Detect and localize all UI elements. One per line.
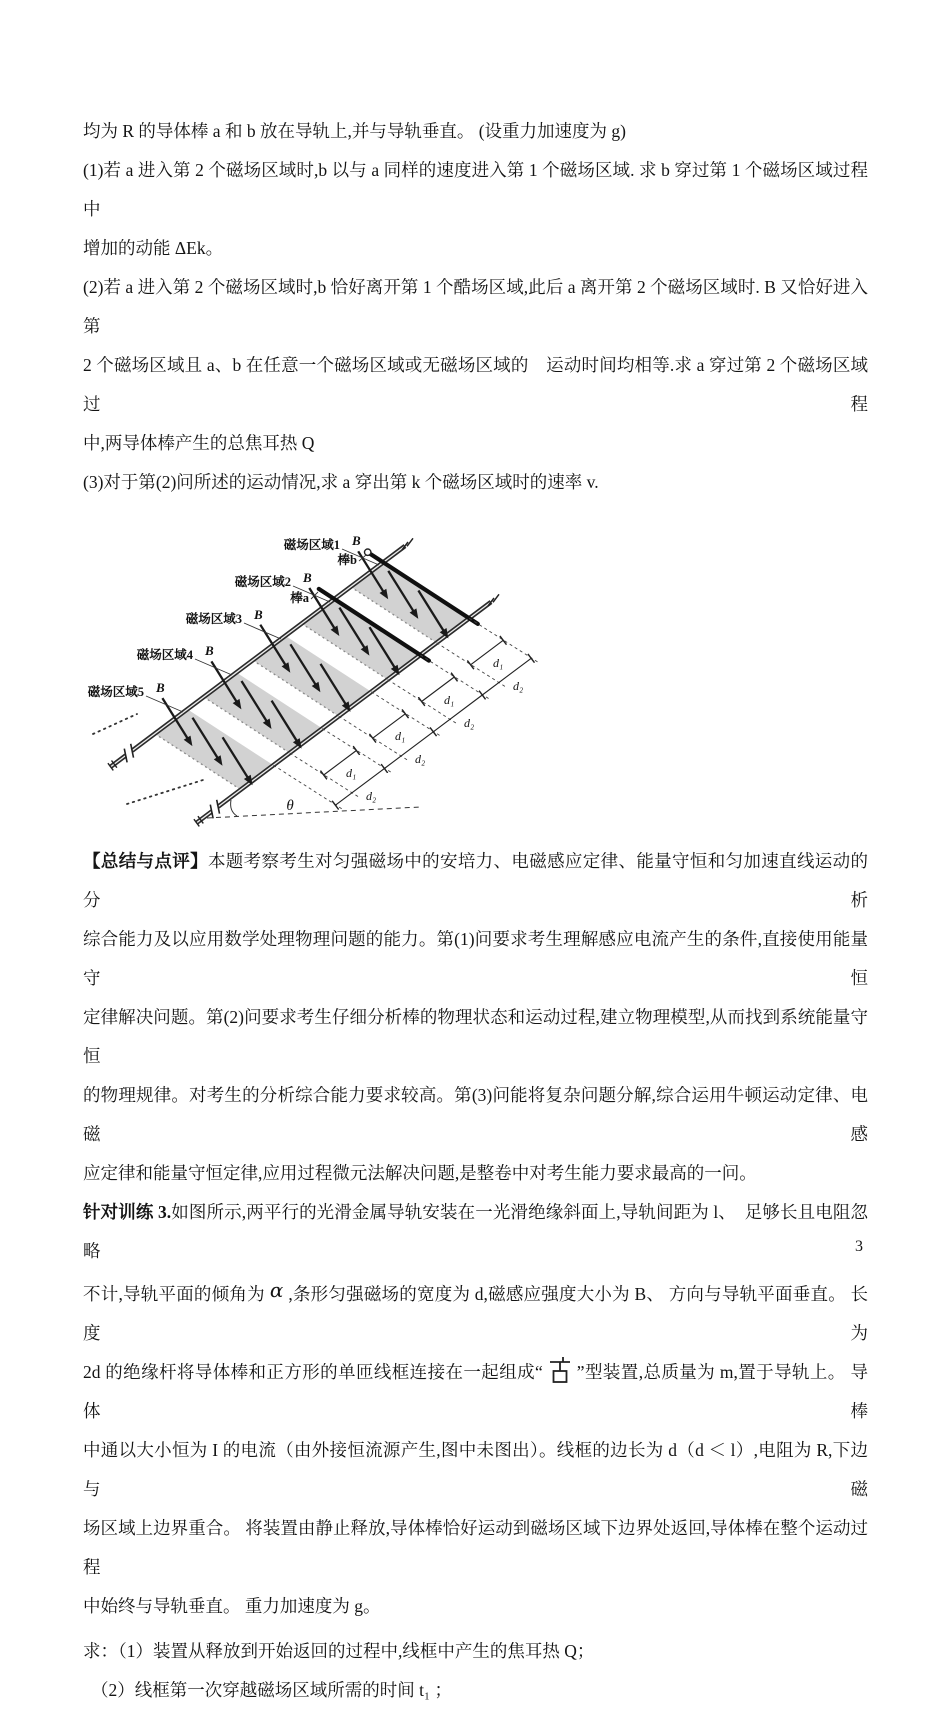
training-line <box>83 1353 868 1431</box>
page-number: 3 <box>855 1238 863 1255</box>
field-b-label: B <box>352 533 361 548</box>
summary-line: 综合能力及以应用数学处理物理问题的能力。第(1)问要求考生理解感应电流产生的条件,直接使用能量守恒 <box>83 929 868 988</box>
question-2-line: （2）线框第一次穿越磁场区域所需的时间 t₁ ； <box>91 1680 452 1700</box>
training-line: 中始终与导轨垂直。 重力加速度为 g。 <box>83 1596 381 1616</box>
page-content <box>83 112 868 1710</box>
summary-line: 定律解决问题。第(2)问要求考生仔细分析棒的物理状态和运动过程,建立物理模型,从而找到系统能量守恒 <box>83 1007 868 1066</box>
training-heading: 针对训练 3. <box>83 1202 172 1222</box>
d1-label: d₁ <box>444 693 455 707</box>
training-text: 如图所示,两平行的光滑金属导轨安装在一光滑绝缘斜面上,导轨间距为 l、 足够长且电阻忽略 <box>83 1202 869 1261</box>
summary-heading: 【总结与点评】 <box>83 851 208 871</box>
d1-label: d₁ <box>493 656 504 670</box>
incline-angle <box>207 798 420 818</box>
text-line: 中,两导体棒产生的总焦耳热 Q <box>83 433 315 453</box>
problem-figure <box>71 516 868 834</box>
field-b-label: B <box>303 570 312 585</box>
d2-label: d₂ <box>415 752 426 766</box>
d1-label: d₁ <box>395 729 406 743</box>
training-line <box>83 1271 868 1353</box>
training-text: ,条形匀强磁场的宽度为 d,磁感应强度大小为 B、 方向与导轨平面垂直。 长度为 <box>83 1284 869 1343</box>
question-1-line: 求：（1）装置从释放到开始返回的过程中,线框中产生的焦耳热 Q； <box>83 1641 595 1661</box>
alpha-symbol: α <box>269 1278 284 1302</box>
region-2-label: 磁场区域2 <box>234 575 291 589</box>
rod-b-end-ring <box>365 549 371 555</box>
theta-label: θ <box>286 798 294 814</box>
field-b-label: B <box>254 607 263 622</box>
d2-dimension-lines <box>335 658 531 805</box>
field-b-label: B <box>205 643 214 658</box>
d2-label: d₂ <box>366 789 377 803</box>
region-4-label: 磁场区域4 <box>136 648 193 662</box>
region-5-label: 磁场区域5 <box>87 685 144 699</box>
text-line: (2)若 a 进入第 2 个磁场区域时,b 恰好离开第 1 个酷场区域,此后 a 离开第 2 个磁场区域时. B 又恰好进入第 <box>83 277 868 336</box>
inclined-rails-diagram <box>71 516 547 834</box>
rod-b-label: 棒b <box>337 553 357 567</box>
region-1-label: 磁场区域1 <box>283 538 340 552</box>
field-b-label: B <box>156 680 165 695</box>
text-line: (3)对于第(2)问所述的运动情况,求 a 穿出第 k 个磁场区域时的速率 v. <box>83 472 599 492</box>
training-line: 场区域上边界重合。 将装置由静止释放,导体棒恰好运动到磁场区域下边界处返回,导体棒在整个运动过程 <box>83 1518 868 1577</box>
training-line <box>83 1193 868 1271</box>
d1-label: d₁ <box>346 766 357 780</box>
region-3-label: 磁场区域3 <box>185 612 242 626</box>
text-line: 增加的动能 ΔEk。 <box>83 238 224 258</box>
summary-text: 本题考察考生对匀强磁场中的安培力、电磁感应定律、能量守恒和匀加速直线运动的分析 <box>83 851 869 910</box>
d2-label: d₂ <box>513 679 524 693</box>
text-line: (1)若 a 进入第 2 个磁场区域时,b 以与 a 同样的速度进入第 1 个磁场区域. 求 b 穿过第 1 个磁场区域过程中 <box>83 160 868 219</box>
rod-frame-symbol <box>547 1356 573 1386</box>
summary-line: 的物理规律。对考生的分析综合能力要求较高。第(3)问能将复杂问题分解,综合运用牛顿运动定律、电磁感 <box>83 1085 868 1144</box>
training-text: ”型装置,总质量为 m,置于导轨上。 导体棒 <box>83 1362 868 1421</box>
summary-line: 应定律和能量守恒定律,应用过程微元法解决问题,是整卷中对考生能力要求最高的一问。 <box>83 1163 757 1183</box>
d2-label: d₂ <box>464 716 475 730</box>
training-text: 不计,导轨平面的倾角为 <box>83 1284 265 1304</box>
text-line: 均为 R 的导体棒 a 和 b 放在导轨上,并与导轨垂直。 (设重力加速度为 g) <box>83 121 626 141</box>
text-line: 2 个磁场区域且 a、b 在任意一个磁场区域或无磁场区域的 运动时间均相等.求 a 穿过第 2 个磁场区域过程 <box>83 355 868 414</box>
training-text: 2d 的绝缘杆将导体棒和正方形的单匝线框连接在一起组成“ <box>83 1362 543 1382</box>
training-line: 中通以大小恒为 I 的电流（由外接恒流源产生,图中未图出）。线框的边长为 d（d ＜ l）,电阻为 R,下边与磁 <box>83 1440 868 1499</box>
summary-line <box>83 842 868 920</box>
rod-a-label: 棒a <box>290 591 309 605</box>
